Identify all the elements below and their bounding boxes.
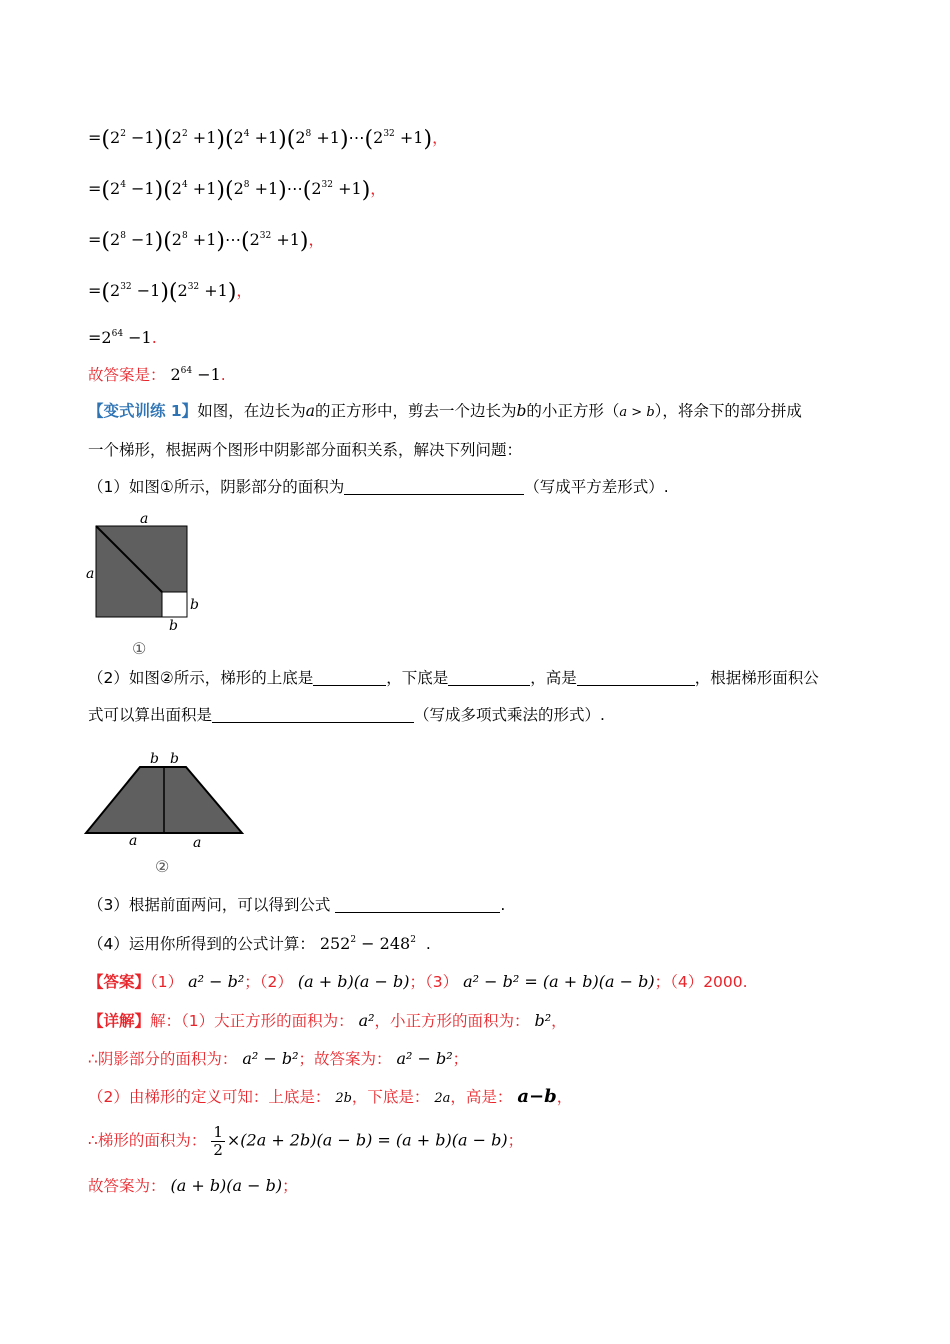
- answer-blank-2b[interactable]: [448, 671, 530, 686]
- figure-1-label-right: b: [190, 597, 199, 613]
- figure-2-label-bottom-right: a: [193, 835, 202, 851]
- figure-2-label-bottom-left: a: [129, 833, 138, 849]
- problem-line-2: 一个梯形，根据两个图形中阴影部分面积关系，解决下列问题：: [88, 441, 523, 459]
- answer-blank-2d[interactable]: [212, 708, 414, 723]
- derivation-line-1: $=(2^2 -1)(2^2 +1)(2^4 +1)(2^8$ $+1)\cdots(2^{32} +1)$，: [88, 127, 449, 152]
- figure-2-label-top-left: b: [150, 751, 159, 767]
- question-1: （1）如图①所示，阴影部分的面积为 （写成平方差形式）.: [88, 478, 669, 496]
- detail-line-2: ∴阴影部分的面积为： a² − b²；故答案为： a² − b²；: [88, 1049, 469, 1068]
- figure-2-label-top-right: b: [170, 751, 179, 767]
- derivation-line-4: $=(2^{32} -1)(2^{32} +1)$，: [88, 280, 253, 305]
- answer-line: 【答案】（1） a² − b²；（2） (a + b)(a − b)；（3） a² − b² = (a + b)(a − b)；（4）2000.: [88, 972, 748, 991]
- figure-1-label-bottom: b: [169, 618, 178, 634]
- detail-line-4: ∴梯形的面积为： $\frac{1}{2}$ ×(2a + 2b)(a − b) = (a + b)(a − b)；: [88, 1123, 524, 1159]
- answer-blank-1[interactable]: [344, 480, 524, 495]
- detail-line-3: （2）由梯形的定义可知：上底是： 2b，下底是： 2a，高是： a−b，: [88, 1086, 573, 1107]
- derivation-line-2: $=(2^4 -1)(2^4 +1)(2^8$ $+1)\cdots(2^{32} +1)$，: [88, 178, 387, 203]
- question-4: （4）运用你所得到的公式计算： $252^2 - 248^2$ .: [88, 934, 431, 953]
- question-3: （3）根据前面两问，可以得到公式 .: [88, 896, 506, 914]
- figure-1-square: [80, 510, 210, 660]
- question-2-line-1: （2）如图②所示，梯形的上底是 ，下底是 ，高是 ，根据梯形面积公: [88, 669, 819, 687]
- question-2-line-2: 式可以算出面积是 （写成多项式乘法的形式）.: [88, 706, 605, 724]
- figure-2-trapezoid: [80, 745, 250, 875]
- figure-1-cut-square: [162, 592, 187, 617]
- figure-1-label-left: a: [86, 566, 95, 582]
- derivation-line-3: $=(2^8 -1)(2^8$ $+1)\cdots(2^{32} +1)$，: [88, 229, 325, 254]
- figure-2-caption: ②: [155, 857, 170, 875]
- detail-line-1: 【详解】解：（1）大正方形的面积为： a²，小正方形的面积为： b²，: [88, 1011, 567, 1030]
- fraction-one-half: $\frac{1}{2}$: [213, 1123, 223, 1159]
- answer-blank-3[interactable]: [335, 898, 500, 913]
- variant-training-tag: 【变式训练 1】: [88, 402, 198, 420]
- answer-blank-2a[interactable]: [313, 671, 386, 686]
- derivation-line-5: $=2^{64} -1$.: [88, 328, 157, 347]
- answer-blank-2c[interactable]: [577, 671, 695, 686]
- answer-intro: 故答案是： $2^{64} -1$.: [88, 365, 226, 384]
- problem-line-1: 【变式训练 1】如图，在边长为a的正方形中，剪去一个边长为b的小正方形（a > b），将余下的部分拼成: [88, 402, 802, 420]
- detail-line-5: 故答案为： (a + b)(a − b)；: [88, 1176, 298, 1195]
- figure-1-label-top: a: [140, 511, 149, 527]
- figure-1-caption: ①: [132, 639, 147, 658]
